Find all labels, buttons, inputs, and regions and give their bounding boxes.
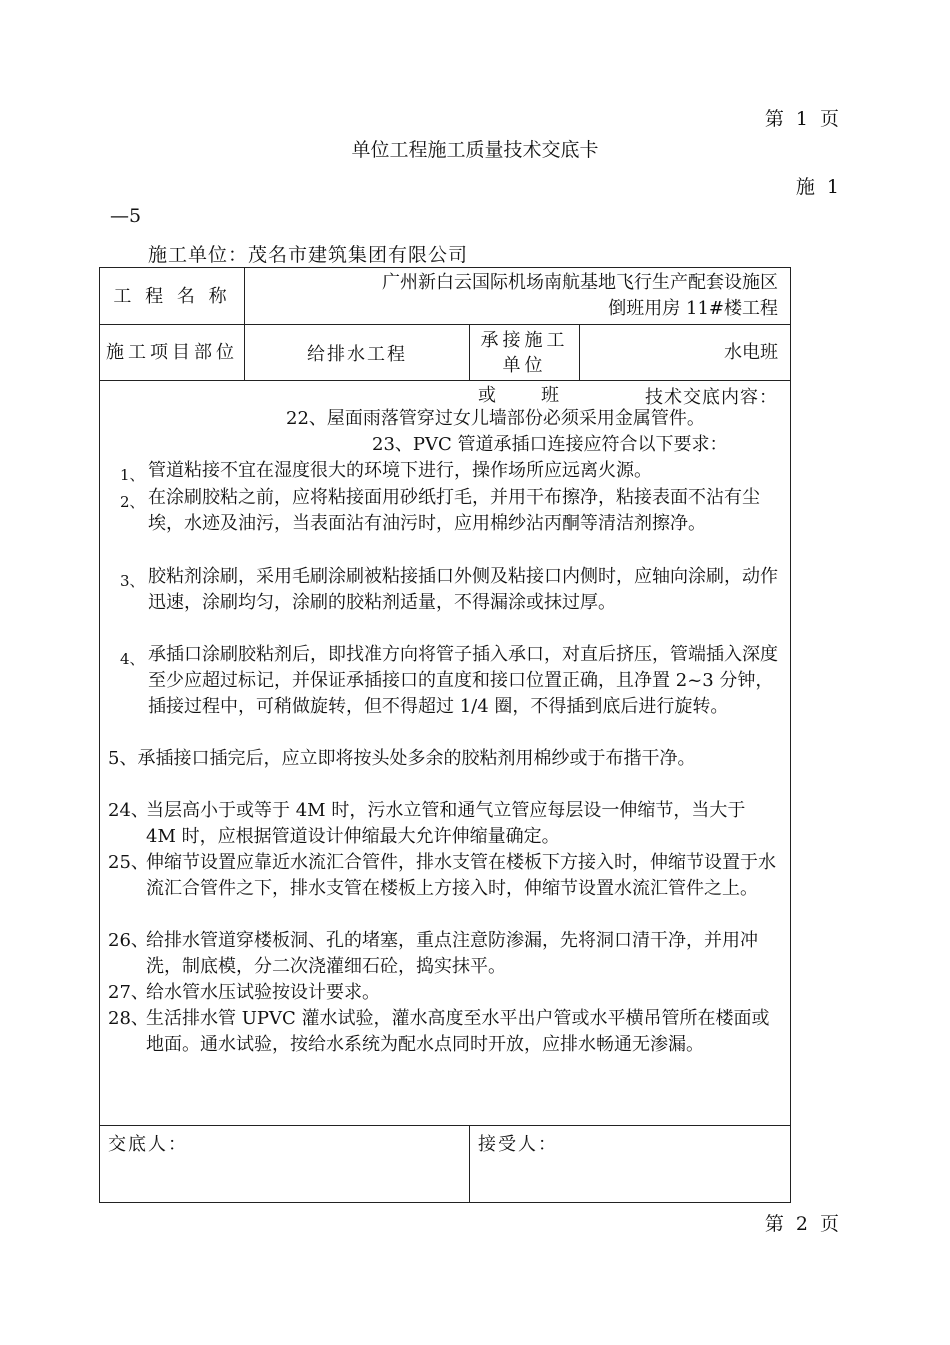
list-item: 23、PVC 管道承插口连接应符合以下要求： xyxy=(372,434,728,455)
contractor-value: 水电班 xyxy=(580,325,791,381)
list-item: 28、 生活排水管 UPVC 灌水试验，灌水高度至水平出户管或水平横吊管所在楼面或地面。通水试验，按给水系统为配水点同时开放，应排水畅通无渗漏。 xyxy=(108,1008,770,1055)
project-name-line2: 倒班用房 11#楼工程 xyxy=(608,298,779,319)
list-item: 24、 当层高小于或等于 4M 时，污水立管和通气立管应每层设一伸缩节，当大于 4M 时，应根据管道设计伸缩最大允许伸缩量确定。 xyxy=(108,800,746,847)
handover-card-table xyxy=(99,267,791,1203)
project-name-value xyxy=(245,268,791,325)
list-item: 5、承插接口插完后，应立即将按头处多余的胶粘剂用棉纱或于布揩干净。 xyxy=(108,748,696,769)
handover-person-label: 交底人： xyxy=(108,1134,188,1155)
content-cell xyxy=(100,381,791,1126)
list-item: 26、 给排水管道穿楼板洞、孔的堵塞，重点注意防渗漏，先将洞口清干净，并用冲洗，制底模，分二次浇灌细石砼，捣实抹平。 xyxy=(108,930,758,977)
list-item: 4、 承插口涂刷胶粘剂后，即找准方向将管子插入承口，对直后挤压，管端插入深度至少应超过标记，并保证承插接口的直度和接口位置正确，且净置 2~3 分钟，插接过程中，可稍做旋转，但不得超过 1/4 圈，不得插到底后进行旋转。 xyxy=(120,644,778,717)
list-item: 2、 在涂刷胶粘之前，应将粘接面用砂纸打毛，并用干布擦净，粘接表面不沾有尘埃，水迹及油污，当表面沾有油污时，应用棉纱沾丙酮等清洁剂擦净。 xyxy=(120,487,760,534)
form-code: 施 1 xyxy=(795,176,842,198)
list-item: 27、 给水管水压试验按设计要求。 xyxy=(108,982,380,1003)
page-number-top: 第 1 页 xyxy=(764,108,842,130)
page-number-bottom: 第 2 页 xyxy=(764,1213,842,1235)
handover-person-cell xyxy=(100,1126,470,1203)
part-value: 给排水工程 xyxy=(245,325,470,381)
project-name-label: 工 程 名 称 xyxy=(100,268,245,325)
list-item: 3、 胶粘剂涂刷，采用毛刷涂刷被粘接插口外侧及粘接口内侧时，应轴向涂刷，动作迅速，涂刷均匀，涂刷的胶粘剂适量，不得漏涂或抹过厚。 xyxy=(120,566,778,613)
list-item: 22、屋面雨落管穿过女儿墙部份必须采用金属管件。 xyxy=(286,408,705,429)
project-name-line1: 广州新白云国际机场南航基地飞行生产配套设施区 xyxy=(382,272,779,293)
construction-unit: 施工单位：茂名市建筑集团有限公司 xyxy=(148,244,469,266)
contractor-label: 承接施工单位 xyxy=(470,325,580,381)
list-item: 25、 伸缩节设置应靠近水流汇合管件，排水支管在楼板下方接入时，伸缩节设置于水流汇合管件之下，排水支管在楼板上方接入时，伸缩节设置水流汇管件之上。 xyxy=(108,852,776,899)
form-code-suffix: —5 xyxy=(110,205,142,227)
list-item: 1、 管道粘接不宜在湿度很大的环境下进行，操作场所应远离火源。 xyxy=(120,460,652,484)
receiver-cell xyxy=(470,1126,791,1203)
receiver-label: 接受人： xyxy=(478,1134,558,1155)
document-title: 单位工程施工质量技术交底卡 xyxy=(351,139,599,161)
part-label: 施工项目部位 xyxy=(100,325,245,381)
content-fragment: 或 班 xyxy=(478,385,562,406)
content-title: 技术交底内容： xyxy=(645,387,779,408)
